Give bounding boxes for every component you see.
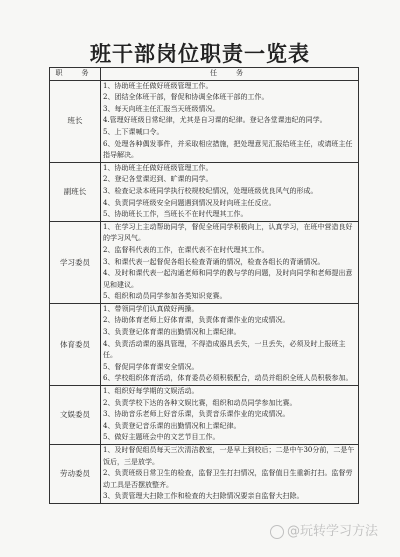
duties-cell — [101, 386, 359, 445]
header-duties: 任 务 — [101, 68, 359, 81]
duty-item: 1、带领同学们认真做好两操。 — [103, 304, 199, 313]
role-cell: 劳动委员 — [50, 445, 101, 504]
duty-item: 4、负责同学班级安全问题遇到情况及时向班主任反应。 — [103, 198, 276, 207]
duty-item: 5、做好主题班会中的文艺节目工作。 — [103, 433, 220, 442]
duty-item: 3、协助音乐老师上好音乐课，负责音乐课作业的完成情况。 — [103, 410, 290, 419]
table-row — [50, 303, 359, 385]
role-cell: 班长 — [50, 80, 101, 162]
watermark-text: @玩转学习方法 — [286, 524, 378, 539]
duty-item: 4、及时和课代表一起沟通老师和同学的教与学的问题，及时向同学和老师提出意见和建议。 — [103, 269, 353, 289]
duty-item: 4、负责活动课的器具管理，不得造成器具丢失，一旦丢失，必须及时上报班主任。 — [103, 339, 346, 360]
duties-cell — [101, 221, 359, 303]
table-row — [50, 386, 359, 445]
role-cell: 体育委员 — [50, 303, 101, 385]
duty-item: 5、协助班长工作，当班长不在时代理其工作。 — [103, 210, 248, 219]
watermark — [270, 520, 378, 539]
duties-cell — [101, 162, 359, 221]
duty-item: 1、及时督促组员每天三次清洁教室，一是早上到校后；二是中午30分前，二是午饭后，三是放学。 — [103, 446, 355, 466]
duties-cell — [101, 445, 359, 504]
role-cell: 副班长 — [50, 162, 101, 221]
table-header-row — [50, 68, 359, 81]
table-row — [50, 162, 359, 221]
duty-item: 5、上下课喊口令。 — [103, 127, 164, 136]
duty-item: 3、检查记录本班同学执行校规校纪情况，处理班级优良风气的形成。 — [103, 186, 318, 195]
duty-item: 1、组织好每学期的文娱活动。 — [103, 387, 199, 396]
duty-item: 5、督促同学体育课安全情况。 — [103, 362, 199, 371]
role-cell: 文娱委员 — [50, 386, 101, 445]
role-cell: 学习委员 — [50, 221, 101, 303]
table-row — [50, 221, 359, 303]
duty-item: 2、负责班级日常卫生的检查，监督卫生打扫情况，监督值日生重新打扫。监督劳动工具是否摆放整齐。 — [103, 469, 353, 489]
duty-item: 3、负责登记体育课的出勤情况和上课纪律。 — [103, 328, 241, 337]
duty-item: 6、处理各种偶发事件，并采取相应措施，把处理意见汇报给班主任，或请班主任指导解决。 — [103, 139, 353, 160]
duty-item: 6、学校组织体育活动，体育委员必须积极配合，动员并组织全班人员积极参加。 — [103, 374, 353, 383]
duty-item: 3、和课代表一起督促各组长检查背诵的情况，检查各组长的背诵情况。 — [103, 257, 325, 266]
duty-item: 2、协助体育老师上好体育课，负责体育课作业的完成情况。 — [103, 316, 290, 325]
duty-item: 3、每天向班主任汇报当天班级情况。 — [103, 104, 220, 113]
page-title: 班干部岗位职责一览表 — [90, 41, 310, 66]
duty-item: 4、负责登记音乐课的出勤情况和上课纪律。 — [103, 421, 241, 430]
duty-item: 1、协助班主任做好班级管理工作。 — [103, 163, 213, 172]
duty-item: 4.管理好班级日常纪律，尤其是自习课的纪律。登记各堂课违纪的同学。 — [103, 116, 327, 125]
duty-item: 2、负责学校下达的各种文娱比赛，组织和动员同学参加比赛。 — [103, 398, 297, 407]
duty-item: 5、组织和动员同学参加各类知识竞赛。 — [103, 292, 227, 301]
duty-item: 2、登记各堂课迟到、旷课的同学。 — [103, 175, 213, 184]
header-position: 职 务 — [50, 68, 101, 81]
duties-cell — [101, 303, 359, 385]
duty-item: 2、监督科代表的工作，在课代表不在时代理其工作。 — [103, 245, 269, 254]
duty-item: 1、协助班主任做好班级管理工作。 — [103, 81, 213, 90]
weibo-icon — [270, 525, 284, 539]
table-row — [50, 80, 359, 162]
table-row — [50, 445, 359, 504]
duty-item: 2、团结全体班干部，督促和协调全体班干部的工作。 — [103, 93, 269, 102]
duty-table — [49, 67, 359, 504]
duty-item: 1、在学习上主动帮助同学，督促全班同学积极向上，认真学习，在班中营造良好的学习风气。 — [103, 222, 353, 243]
duty-item: 3、负责管理大扫除工作和检查的大扫除情况要亲自监督大扫除。 — [103, 492, 304, 501]
duties-cell — [101, 80, 359, 162]
